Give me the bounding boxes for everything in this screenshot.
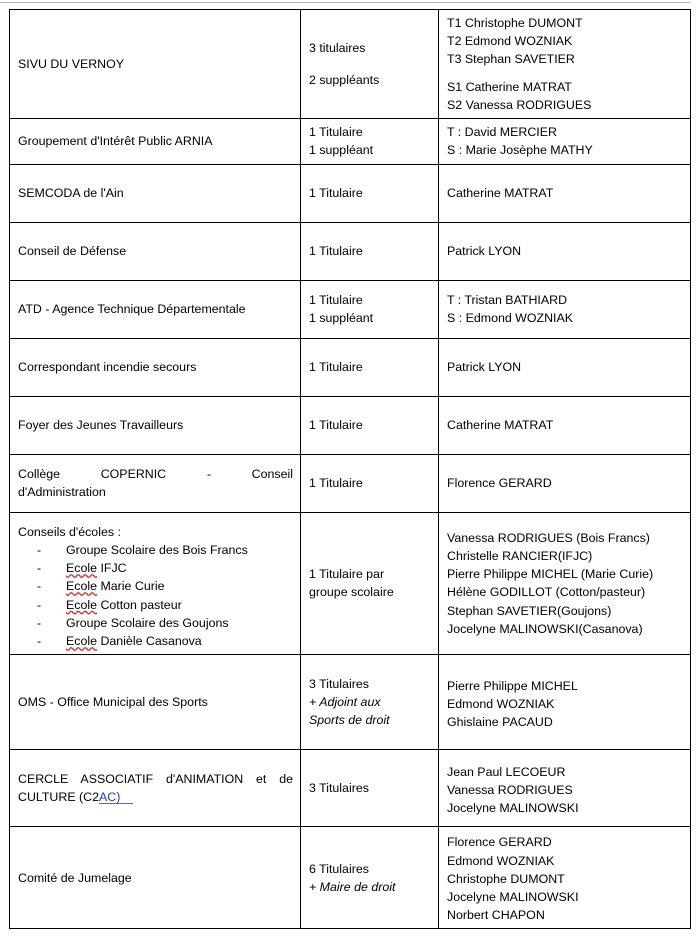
cell-representatives — [439, 827, 691, 929]
cell-organisation — [10, 655, 301, 750]
cell-representatives — [439, 454, 691, 512]
table-row — [10, 119, 691, 164]
count-note-line: + Maire de droit — [309, 879, 396, 894]
organisation-name-line-2: d'Administration — [18, 485, 106, 500]
cell-representatives — [439, 512, 691, 655]
representative-name: Hélène GODILLOT (Cotton/pasteur) — [447, 585, 646, 600]
cell-representation-count — [301, 454, 439, 512]
count-line: 1 Titulaire par — [309, 567, 385, 582]
hyperlink-c2ac[interactable]: AC) — [99, 790, 121, 805]
organisation-name: SIVU DU VERNOY — [18, 56, 125, 71]
cell-representatives — [439, 338, 691, 396]
organisation-name: Foyer des Jeunes Travailleurs — [18, 418, 184, 433]
cell-representatives — [439, 750, 691, 827]
list-item — [18, 559, 293, 577]
cell-representatives — [439, 655, 691, 750]
list-item — [18, 541, 293, 559]
cell-organisation — [10, 338, 301, 396]
count-line: 1 suppléant — [309, 311, 374, 326]
schools-heading: Conseils d'écoles : — [18, 524, 121, 539]
school-name-misspelled: Ecole — [66, 579, 97, 594]
table-row — [10, 396, 691, 454]
representative-name: Vanessa RODRIGUES — [447, 783, 573, 798]
representative-name: T2 Edmond WOZNIAK — [447, 34, 573, 49]
representative-name: Christophe DUMONT — [447, 871, 565, 886]
cell-representation-count — [301, 164, 439, 222]
cell-representation-count — [301, 827, 439, 929]
organisation-name: ATD - Agence Technique Départementale — [18, 302, 246, 317]
cell-organisation — [10, 454, 301, 512]
cell-representation-count — [301, 10, 439, 119]
count-line: 3 Titulaires — [309, 781, 369, 796]
school-name-misspelled: Ecole — [66, 561, 97, 576]
cell-organisation — [10, 164, 301, 222]
table-row — [10, 338, 691, 396]
count-line: 3 titulaires — [309, 41, 366, 56]
hyperlink-underline-tail — [120, 803, 133, 804]
representative-name: S1 Catherine MATRAT — [447, 79, 572, 94]
cell-organisation — [10, 512, 301, 655]
cell-representation-count — [301, 396, 439, 454]
cell-representation-count — [301, 119, 439, 164]
spacer — [447, 69, 683, 78]
representative-name: Florence GERARD — [447, 835, 552, 850]
school-name: Danièle Casanova — [97, 634, 202, 649]
bullet-dash-icon: - — [37, 561, 42, 576]
school-name: Cotton pasteur — [97, 597, 182, 612]
table-row — [10, 10, 691, 119]
bullet-dash-icon: - — [37, 615, 42, 630]
list-item — [18, 596, 293, 614]
cell-organisation — [10, 750, 301, 827]
organisation-name-line-1: CERCLE ASSOCIATIF d'ANIMATION et de — [18, 772, 293, 787]
table-row — [10, 454, 691, 512]
representative-name: Jocelyne MALINOWSKI — [447, 889, 579, 904]
count-line: 2 suppléants — [309, 72, 380, 87]
count-note-line: Sports de droit — [309, 713, 390, 728]
organisation-name: SEMCODA de l'Ain — [18, 186, 124, 201]
count-line: 1 Titulaire — [309, 186, 363, 201]
representative-name: Jocelyne MALINOWSKI(Casanova) — [447, 621, 643, 636]
cell-representation-count — [301, 655, 439, 750]
school-name: IFJC — [97, 561, 127, 576]
count-line: 1 Titulaire — [309, 125, 363, 140]
representative-name: S : Marie Josèphe MATHY — [447, 143, 593, 158]
representative-name: Edmond WOZNIAK — [447, 697, 555, 712]
representative-name: S : Edmond WOZNIAK — [447, 311, 574, 326]
cell-organisation — [10, 280, 301, 338]
previous-row-edge — [0, 2, 691, 3]
count-line: 3 Titulaires — [309, 676, 369, 691]
count-line: groupe scolaire — [309, 585, 394, 600]
table-row — [10, 750, 691, 827]
school-name-misspelled: Ecole — [66, 597, 97, 612]
representative-name: Catherine MATRAT — [447, 186, 554, 201]
representative-name: Jean Paul LECOEUR — [447, 764, 566, 779]
organisation-name: Conseil de Défense — [18, 244, 127, 259]
organisation-name-line-2 — [18, 788, 293, 806]
representative-name: Pierre Philippe MICHEL (Marie Curie) — [447, 567, 654, 582]
list-item — [18, 577, 293, 595]
cell-representation-count — [301, 338, 439, 396]
count-line: 1 Titulaire — [309, 292, 363, 307]
table-row — [10, 222, 691, 280]
cell-organisation — [10, 827, 301, 929]
representative-name: T3 Stephan SAVETIER — [447, 52, 575, 67]
representative-name: T1 Christophe DUMONT — [447, 16, 583, 30]
representative-name: Patrick LYON — [447, 244, 522, 259]
count-note-line: + Adjoint aux — [309, 695, 381, 710]
organisation-name-plain: CULTURE (C2 — [18, 790, 100, 805]
count-line: 1 Titulaire — [309, 476, 363, 491]
bullet-dash-icon: - — [37, 597, 42, 612]
count-line: 6 Titulaires — [309, 861, 369, 876]
cell-representatives — [439, 280, 691, 338]
count-line: 1 Titulaire — [309, 360, 363, 375]
cell-organisation — [10, 10, 301, 119]
representative-name: Pierre Philippe MICHEL — [447, 678, 578, 693]
representative-name: Edmond WOZNIAK — [447, 853, 555, 868]
count-line: 1 Titulaire — [309, 244, 363, 259]
representative-name: Catherine MATRAT — [447, 418, 554, 433]
spacer — [309, 58, 431, 71]
cell-representation-count — [301, 222, 439, 280]
cell-organisation — [10, 396, 301, 454]
organisation-name: Correspondant incendie secours — [18, 360, 197, 375]
table-row — [10, 164, 691, 222]
representative-name: Stephan SAVETIER(Goujons) — [447, 603, 612, 618]
representations-table — [9, 9, 691, 929]
bullet-dash-icon: - — [37, 634, 42, 649]
cell-representatives — [439, 119, 691, 164]
list-item — [18, 632, 293, 650]
representations-table-wrapper — [9, 9, 690, 929]
cell-representatives — [439, 10, 691, 119]
cell-representation-count — [301, 512, 439, 655]
cell-representatives — [439, 164, 691, 222]
school-name: Groupe Scolaire des Goujons — [66, 615, 229, 630]
list-item — [18, 614, 293, 632]
representative-name: Vanessa RODRIGUES (Bois Francs) — [447, 530, 650, 545]
representative-name: Jocelyne MALINOWSKI — [447, 801, 579, 816]
school-name-misspelled: Ecole — [66, 634, 97, 649]
representative-name: T : David MERCIER — [447, 125, 557, 140]
count-line: 1 Titulaire — [309, 418, 363, 433]
count-line: 1 suppléant — [309, 143, 374, 158]
representative-name: Florence GERARD — [447, 476, 552, 491]
school-name: Groupe Scolaire des Bois Francs — [66, 542, 248, 557]
table-row — [10, 827, 691, 929]
representative-name: Norbert CHAPON — [447, 908, 545, 923]
cell-organisation — [10, 222, 301, 280]
organisation-name: Comité de Jumelage — [18, 870, 132, 885]
organisation-name: Groupement d'Intérêt Public ARNIA — [18, 134, 213, 149]
bullet-dash-icon: - — [37, 579, 42, 594]
schools-list — [18, 541, 293, 650]
cell-representatives — [439, 222, 691, 280]
representative-name: Christelle RANCIER(IFJC) — [447, 548, 593, 563]
cell-organisation — [10, 119, 301, 164]
school-name: Marie Curie — [97, 579, 165, 594]
cell-representation-count — [301, 750, 439, 827]
cell-representatives — [439, 396, 691, 454]
organisation-name-line-1: Collège COPERNIC - Conseil — [18, 466, 293, 481]
table-row — [10, 512, 691, 655]
representative-name: T : Tristan BATHIARD — [447, 292, 568, 307]
representative-name: S2 Vanessa RODRIGUES — [447, 97, 592, 112]
representative-name: Patrick LYON — [447, 360, 522, 375]
table-row — [10, 655, 691, 750]
representative-name: Ghislaine PACAUD — [447, 715, 553, 730]
bullet-dash-icon: - — [37, 542, 42, 557]
organisation-name: OMS - Office Municipal des Sports — [18, 695, 208, 710]
cell-representation-count — [301, 280, 439, 338]
table-row — [10, 280, 691, 338]
